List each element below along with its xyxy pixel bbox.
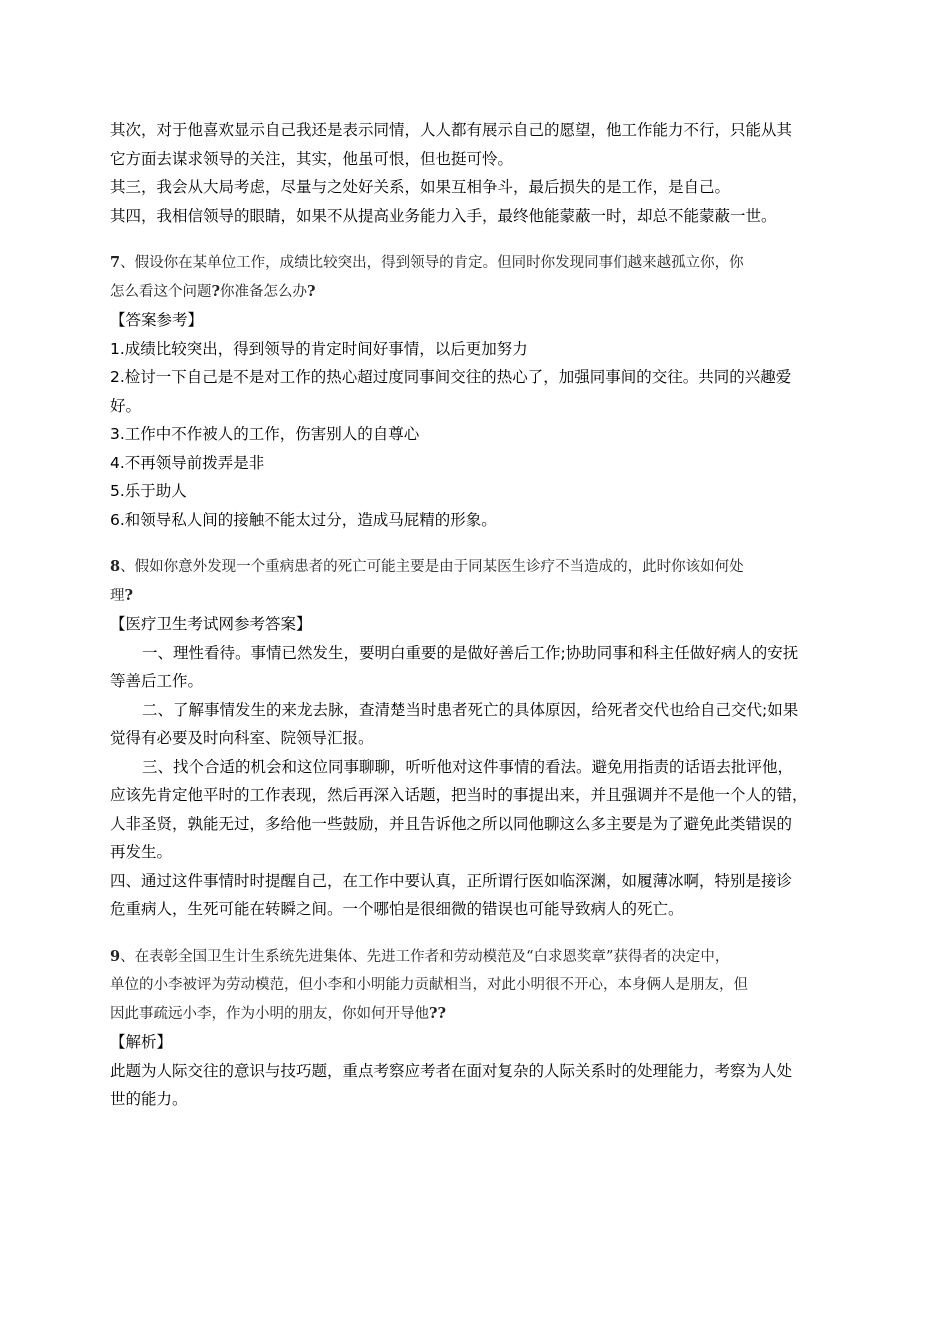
question-8-text-line <box>110 582 848 611</box>
question-number: 7 <box>110 254 121 271</box>
question-mark: ? <box>124 586 133 604</box>
answer-point-first-line: 二、了解事情发生的来龙去脉，查清楚当时患者死亡的具体原因，给死者交代也给自己交代;如果 <box>142 700 799 719</box>
answer-header: 【医疗卫生考试网参考答案】 <box>110 615 312 633</box>
answer-item: 1.成绩比较突出，得到领导的肯定时间好事情，以后更加努力 <box>110 339 528 358</box>
question-text: 、假如你意外发现一个重病患者的死亡可能主要是由于同某医生诊疗不当造成的，此时你该如何处 <box>120 559 744 575</box>
text-line: 其四，我相信领导的眼睛，如果不从提高业务能力入手，最终他能蒙蔽一时，却总不能蒙蔽一世。 <box>110 206 777 225</box>
question-7-text-line <box>110 278 848 307</box>
answer-header: 【答案参考】 <box>110 311 204 329</box>
question-8 <box>110 553 848 924</box>
text-line: 其三，我会从大局考虑，尽量与之处好关系，如果互相争斗，最后损失的是工作，是自己。 <box>110 178 731 196</box>
answer-point-line: 应该先肯定他平时的工作表现，然后再深入话题，把当时的事提出来，并且强调并不是他一个人的错， <box>110 786 808 804</box>
question-9-text-line: 单位的小李被评为劳动模范，但小李和小明能力贡献相当，对此小明很不开心，本身俩人是朋友，但 <box>110 977 748 993</box>
answer-item: 好。 <box>110 396 142 415</box>
answer-point-line: 等善后工作。 <box>110 672 204 690</box>
answer-item: 5.乐于助人 <box>110 482 187 500</box>
answer-item: 4.不再领导前拨弄是非 <box>110 453 265 472</box>
answer-item: 3.工作中不作被人的工作，伤害别人的自尊心 <box>110 425 420 443</box>
question-text: 理 <box>110 587 125 604</box>
question-number: 9 <box>110 947 121 965</box>
question-8-text-line <box>110 553 848 582</box>
section-6-continuation <box>110 116 848 230</box>
question-7 <box>110 249 848 534</box>
answer-point-line: 人非圣贤，孰能无过，多给他一些鼓励，并且告诉他之所以同他聊这么多主要是为了避免此类错误的 <box>110 814 793 833</box>
question-mark: ? <box>211 282 220 300</box>
text-line: 其次，对于他喜欢显示自己我还是表示同情，人人都有展示自己的愿望，他工作能力不行，只能从其 <box>110 121 793 139</box>
answer-point-first-line: 三、找个合适的机会和这位同事聊聊，听听他对这件事情的看法。避免用指责的话语去批评他， <box>142 757 794 776</box>
answer-point-line: 四、通过这件事情时时提醒自己，在工作中要认真，正所谓行医如临深渊，如履薄冰啊，特别是接诊 <box>110 871 793 890</box>
question-9-text-line <box>110 1000 848 1029</box>
document-page <box>110 116 848 1114</box>
answer-point-line: 再发生。 <box>110 843 173 861</box>
answer-point-line: 觉得有必要及时向科室、院领导汇报。 <box>110 729 374 747</box>
question-text: 、假设你在某单位工作，成绩比较突出，得到领导的肯定。但同时你发现同事们越来越孤立你，你 <box>120 255 744 271</box>
answer-item: 6.和领导私人间的接触不能太过分，造成马屁精的形象。 <box>110 510 497 529</box>
question-text: 你准备怎么办 <box>220 283 307 300</box>
analysis-header: 【解析】 <box>110 1033 173 1051</box>
question-9 <box>110 943 848 1114</box>
question-mark: ? <box>307 282 316 300</box>
text-line: 它方面去谋求领导的关注，其实，他虽可恨，但也挺可怜。 <box>110 149 514 168</box>
analysis-line: 世的能力。 <box>110 1090 188 1108</box>
question-mark: ?? <box>429 1004 446 1022</box>
answer-point-first-line: 一、理性看待。事情已然发生，要明白重要的是做好善后工作;协助同事和科主任做好病人的安抚 <box>142 643 799 662</box>
answer-point-line: 危重病人，生死可能在转瞬之间。一个哪怕是很细微的错误也可能导致病人的死亡。 <box>110 900 684 918</box>
answer-item: 2.检讨一下自己是不是对工作的热心超过度同事间交往的热心了，加强同事间的交往。共同的兴趣爱 <box>110 368 792 386</box>
question-9-text-line <box>110 943 848 972</box>
question-text: 因此事疏远小李，作为小明的朋友，你如何开导他 <box>110 1005 429 1022</box>
question-number: 8 <box>110 558 121 575</box>
question-7-text-line <box>110 249 848 278</box>
analysis-line: 此题为人际交往的意识与技巧题，重点考察应考者在面对复杂的人际关系时的处理能力，考察为人处 <box>110 1061 793 1080</box>
question-text: 、在表彰全国卫生计生系统先进集体、先进工作者和劳动模范及“白求恩奖章”获得者的决定中， <box>120 948 730 965</box>
question-text: 怎么看这个问题 <box>110 283 212 300</box>
